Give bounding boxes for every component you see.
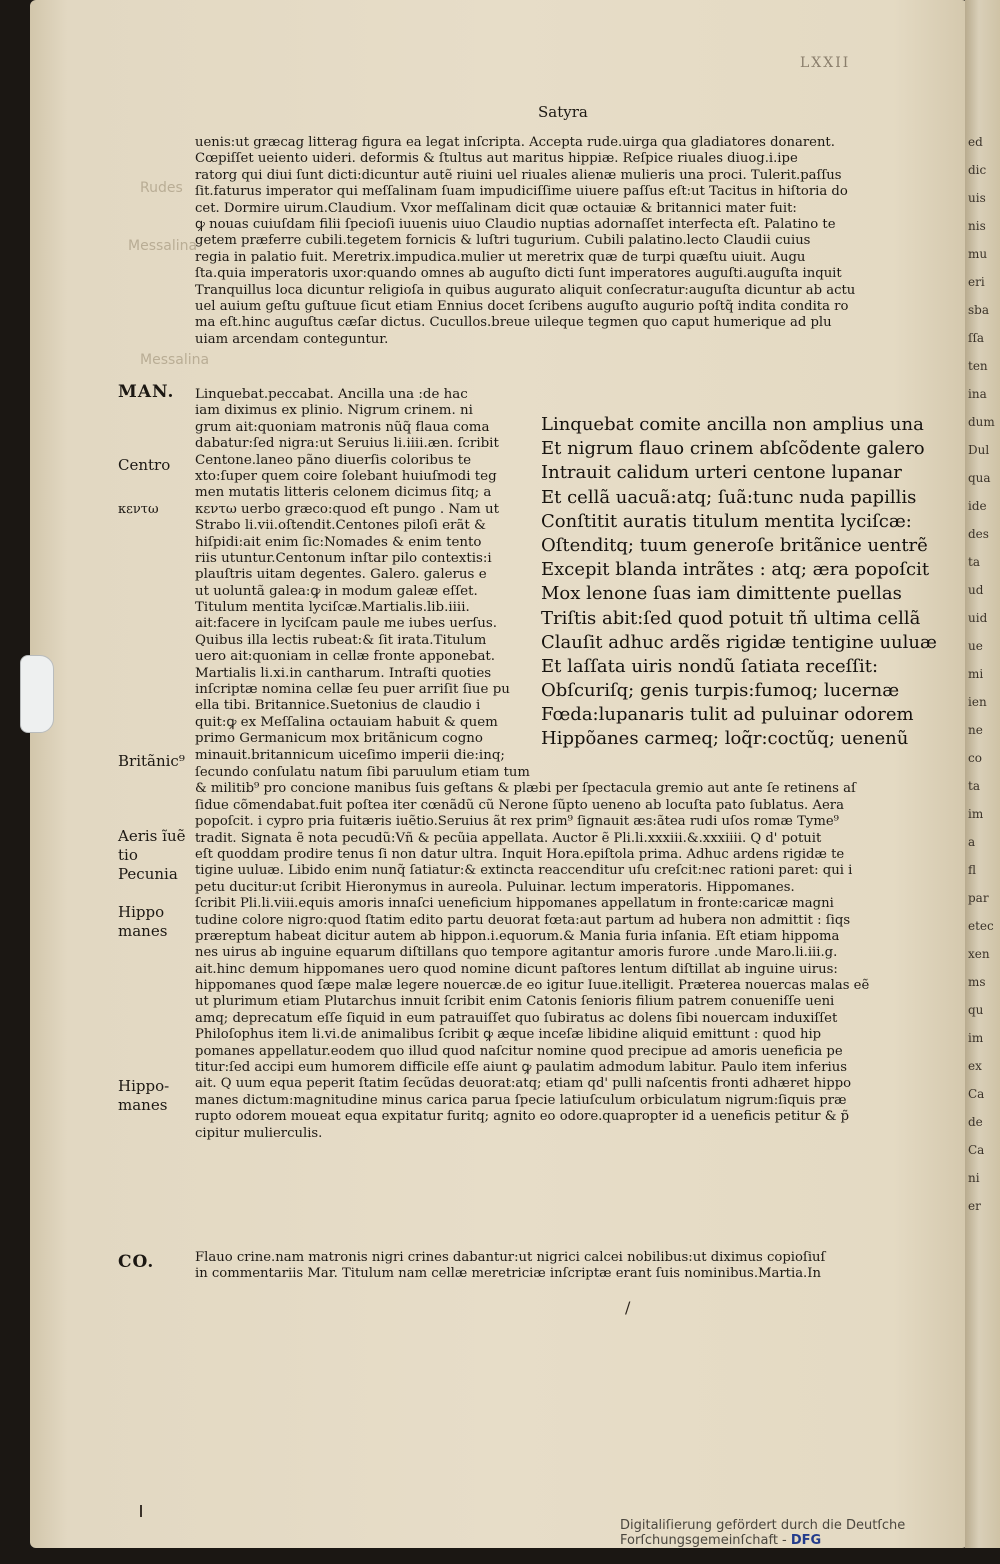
- commentary-line: ꝙ nouas cuiuſdam filii ſpecioſi iuuenis uiuo Claudio nuptias adornaſſet interfecta eſt. Palatino te: [195, 216, 836, 232]
- facing-page-fragment: Ca: [968, 1087, 985, 1101]
- facing-page-fragment: er: [968, 1199, 981, 1213]
- commentary-line: Cœpiſſet ueiento uideri. deformis & ſtultus aut maritus hippiæ. Reſpice riuales diuog.i.ipe: [195, 151, 798, 167]
- commentary-line: ait:facere in lyciſcam paule me iubes uerſus.: [195, 616, 498, 632]
- verse-block: [541, 413, 941, 752]
- facing-page-fragment: ud: [968, 583, 984, 597]
- commentary-line: ſidue cõmendabat.fuit poſtea iter cœnãdũ cũ Nerone ſũpto ueneno ab locuſta pato ſublatus. Aera: [195, 797, 844, 813]
- facing-page-fragment: etec: [968, 919, 994, 933]
- facing-page-fragment: ina: [968, 387, 987, 401]
- margin-aeris: [118, 827, 185, 884]
- commentary-line: uel auium geſtu guſtuue ſicut etiam Ennius docet ſcribens auguſto augurio poſtq̃ indita condita ro: [195, 298, 849, 314]
- dfg-logo: DFG: [790, 1533, 822, 1548]
- verse-line: Et cellã uacuã:atq; ſuã:tunc nuda papillis: [541, 486, 917, 508]
- facing-page-fragment: ien: [968, 695, 987, 709]
- verse-line: Oſtenditq; tuum generoſe britãnice uentrẽ: [541, 534, 928, 556]
- facing-page-fragment: ta: [968, 779, 980, 793]
- commentary-line: eſt quoddam prodire tenus ſi non datur ultra. Inquit Hora.epiſtola prima. Adhuc ardens rigidæ te: [195, 846, 845, 862]
- verse-line: Et laſſata uiris nondũ ſatiata receſſit:: [541, 655, 879, 677]
- commentary-line: men mutatis litteris celonem dicimus ſitq; a: [195, 485, 492, 501]
- commentary-line: plauſtris uitam degentes. Galero. galerus e: [195, 567, 487, 583]
- commentary-line: rupto odorem moueat equa expitatur furitq; agnito eo odore.quapropter id a ueneficis petitur & p̃: [195, 1109, 850, 1125]
- facing-page-fragment: ne: [968, 723, 983, 737]
- commentary-line: κεντω uerbo græco:quod eſt pungo . Nam ut: [195, 501, 499, 517]
- commentary-line: uiam arcendam conteguntur.: [195, 331, 389, 347]
- facing-page-fragment: co: [968, 751, 982, 765]
- facing-page-fragment: im: [968, 1031, 984, 1045]
- facing-page-fragment: qu: [968, 1003, 984, 1017]
- verse-line: Et nigrum flauo crinem abſcõdente galero: [541, 438, 925, 460]
- commentary-line: getem præferre cubili.tegetem fornicis & luſtri tugurium. Cubili palatino.lecto Claudii cuius: [195, 233, 811, 249]
- verse-line: Hippõanes carmeq; loq̃r:coctũq; uenenũ: [541, 728, 909, 750]
- facing-page-fragment: dum: [968, 415, 995, 429]
- commentary-line: iam diximus ex plinio. Nigrum crinem. ni: [195, 403, 473, 419]
- margin-hippo-line: manes: [118, 1096, 168, 1114]
- facing-page-fragment: sba: [968, 303, 989, 317]
- ghost-margin-note: Messalina: [140, 352, 210, 368]
- commentary-line: hiſpidi:ait enim ſic:Nomades & enim tento: [195, 534, 482, 550]
- margin-aeris-line: tio: [118, 846, 138, 864]
- commentary-line: dabatur:ſed nigra:ut Seruius li.iiii.æn. ſcribit: [195, 436, 499, 452]
- commentary-line: ella tibi. Britannice.Suetonius de claudio i: [195, 698, 481, 714]
- verse-line: Clauſit adhuc ardẽs rigidæ tentigine uuluæ: [541, 631, 937, 653]
- commentary-narrow: [195, 387, 540, 764]
- margin-kentw: κεντω: [118, 502, 159, 517]
- commentary-line: grum ait:quoniam matronis nũq̃ flaua coma: [195, 419, 490, 435]
- facing-page-fragment: ſſa: [968, 331, 985, 345]
- facing-page-fragment: Dul: [968, 443, 990, 457]
- commentary-final: [195, 1250, 930, 1283]
- commentary-line: ma eſt.hinc auguſtus cæſar dictus. Cucullos.breue uileque tegmen quo caput humerique ad plu: [195, 315, 832, 331]
- margin-britanic: Britãnic⁹: [118, 752, 185, 770]
- facing-page-fragment: des: [968, 527, 989, 541]
- verse-line: Linquebat comite ancilla non amplius una: [541, 414, 924, 435]
- verse-line: Conſtitit auratis titulum mentita lyciſcæ:: [541, 510, 912, 532]
- commentary-line: amq; deprecatum eſſe ſiquid in eum patrauiſſet quo ſubiratus ac dolens ſibi nouercam induxiſſet: [195, 1010, 838, 1026]
- commentary-line: popoſcit. i cypro pria fuitæris iuẽtio.Seruius ãt rex prim⁹ ſignauit æs:ãtea rudi uſos romæ Tyme⁹: [195, 814, 839, 830]
- commentary-line: ſit.faturus imperator qui meſſalinam ſuam impudiciſſime uiuere paſſus eſt:ut Tacitus in hiſtoria do: [195, 184, 848, 200]
- facing-page-fragment: ni: [968, 1171, 980, 1185]
- pen-mark: /: [625, 1298, 631, 1317]
- verse-line: Excepit blanda intrãtes : atq; æra popoſcit: [541, 559, 930, 581]
- commentary-line: hippomanes quod ſæpe malæ legere nouercæ.de eo igitur Iuue.itelligit. Præterea nouercas malas eẽ: [195, 978, 870, 994]
- facing-page-fragment: ex: [968, 1059, 982, 1073]
- facing-page-fragment: ide: [968, 499, 987, 513]
- facing-page-fragment: xen: [968, 947, 990, 961]
- commentary-line: Philoſophus item li.vi.de animalibus ſcribit ꝙ æque inceſæ libidine aliquid emittunt : quod hip: [195, 1027, 822, 1043]
- margin-co: CO.: [118, 1252, 155, 1272]
- commentary-line: Linquebat.peccabat. Ancilla una :de hac: [195, 387, 468, 402]
- commentary-line: ut uoluntã galea:ꝙ in modum galeæ eſſet.: [195, 583, 478, 599]
- commentary-line: Titulum mentita lyciſcæ.Martialis.lib.iiii.: [195, 600, 470, 616]
- margin-hippo-line: manes: [118, 922, 168, 940]
- commentary-line: Tranquillus loca dicuntur religioſa in quibus augurato aliquit conſecratur:auguſta dicuntur ab actu: [195, 282, 856, 298]
- margin-man: MAN.: [118, 382, 175, 402]
- commentary-line: præreptum habeat dicitur autem ab hippon.i.equorum.& Mania furia inſania. Eſt etiam hippoma: [195, 928, 840, 944]
- facing-page-fragment: mi: [968, 667, 984, 681]
- commentary-bottom: [195, 765, 930, 1142]
- margin-aeris-line: Aeris ĩuẽ: [118, 827, 186, 845]
- footer-credit: [620, 1518, 1000, 1548]
- commentary-line: xto:ſuper quem coire ſolebant huiuſmodi teg: [195, 468, 497, 484]
- ghost-margin-note: Messalina: [128, 238, 198, 254]
- facing-page-fragment: mu: [968, 247, 988, 261]
- margin-hippo-line: Hippo: [118, 903, 165, 921]
- commentary-line: ſecundo conſulatu natum ſibi paruulum etiam tum: [195, 765, 530, 780]
- commentary-line: pomanes appellatur.eodem quo illud quod naſcitur nomine quod precipue ad amoris ueneficia pe: [195, 1043, 843, 1059]
- commentary-line: manes dictum:magnitudine minus carica parua ſpecie latiuſculum orbiculatum nigrum:ſiquis præ: [195, 1092, 847, 1108]
- commentary-line: nes uirus ab inguine equarum diſtillans quo tempore agitantur amoris furore .unde Maro.li.iii.g.: [195, 945, 838, 961]
- commentary-top: [195, 135, 930, 348]
- margin-hippomanes-2: [118, 1077, 169, 1115]
- commentary-line: Martialis li.xi.in cantharum. Intraſti quoties: [195, 665, 492, 681]
- commentary-line: uenis:ut græcag litterag figura ea legat inſcripta. Accepta rude.uirga qua gladiatores donarent.: [195, 135, 835, 150]
- commentary-line: riis utuntur.Centonum inſtar pilo contextis:i: [195, 550, 492, 566]
- margin-pecunia: Pecunia: [118, 865, 178, 883]
- commentary-line: Centone.laneo pãno diuerſis coloribus te: [195, 452, 472, 468]
- commentary-line: Quibus illa lectis rubeat:& ſit irata.Titulum: [195, 632, 487, 648]
- verse-line: Triſtis abit:ſed quod potuit tñ ultima cellã: [541, 607, 921, 629]
- facing-page-fragment: ta: [968, 555, 980, 569]
- facing-page-fragment: de: [968, 1115, 983, 1129]
- facing-page-fragment: ed: [968, 135, 983, 149]
- commentary-line: titur:ſed accipi eum humorem difficile eſſe aiunt ꝙ paulatim admodum labitur. Paulo item inferius: [195, 1060, 848, 1076]
- verse-line: Mox lenone ſuas iam dimittente puellas: [541, 583, 902, 605]
- facing-page-fragment: eri: [968, 275, 985, 289]
- verse-line: Obſcuriſq; genis turpis:fumoq; lucernæ: [541, 680, 900, 702]
- facing-page-fragment: Ca: [968, 1143, 985, 1157]
- commentary-line: petu ducitur:ut ſcribit Hieronymus in aureola. Puluinar. lectum imperatoris. Hippomanes.: [195, 879, 795, 895]
- commentary-line: in commentariis Mar. Titulum nam cellæ meretriciæ inſcriptæ erant ſuis nominibus.Martia.In: [195, 1266, 821, 1282]
- commentary-line: minauit.britannicum uiceſimo imperii die:inq;: [195, 747, 505, 763]
- commentary-line: inſcriptæ nomina cellæ ſeu puer arriſit ſiue pu: [195, 682, 510, 698]
- commentary-line: uero ait:quoniam in cellæ fronte apponebat.: [195, 649, 496, 665]
- facing-page-fragment: nis: [968, 219, 986, 233]
- facing-page-fragment: ms: [968, 975, 986, 989]
- margin-hippo-line: Hippo-: [118, 1077, 170, 1095]
- verse-line: Fœda:lupanaris tulit ad puluinar odorem: [541, 704, 914, 726]
- margin-hippomanes-1: [118, 903, 167, 941]
- commentary-line: quit:ꝙ ex Meſſalina octauiam habuit & quem: [195, 714, 498, 730]
- footer-text: Digitaliſierung gefördert durch die Deutſche Forſchungsgemeinſchaft -: [620, 1518, 906, 1548]
- commentary-line: ſta.quia imperatoris uxor:quando omnes ab auguſto dicti ſunt imperatores auguſti.auguſta inquit: [195, 266, 842, 282]
- commentary-line: tudine colore nigro:quod ſtatim edito partu deuorat fœta:aut partum ad hubera non admittit : ſiqs: [195, 912, 851, 928]
- commentary-line: Strabo li.vii.oſtendit.Centones piloſi erãt &: [195, 518, 486, 534]
- commentary-line: primo Germanicum mox britãnicum cogno: [195, 731, 483, 747]
- commentary-line: & militib⁹ pro concione manibus ſuis geſtans & plæbi per ſpectacula gremio aut ante ſe retinens aſ: [195, 781, 856, 797]
- commentary-line: ratorg qui diui ſunt dicti:dicuntur autẽ riuini uel riuales alienæ mulieris una proci. Tulerit.paſſus: [195, 167, 842, 183]
- pen-mark: [140, 1505, 142, 1517]
- verse-line: Intrauit calidum urteri centone lupanar: [541, 462, 902, 484]
- commentary-line: ait. Q uum equa peperit ſtatim ſecũdas deuorat:atq; etiam qd' pulli naſcentis fronti adhæret hippo: [195, 1076, 852, 1092]
- page-clip: [20, 655, 54, 733]
- facing-page-fragment: a: [968, 835, 976, 849]
- commentary-line: cipitur mulierculis.: [195, 1125, 323, 1141]
- running-header: Satyra: [538, 103, 588, 121]
- facing-page-fragment: fl: [968, 863, 977, 877]
- facing-page-fragment: ue: [968, 639, 983, 653]
- facing-page-fragment: ten: [968, 359, 988, 373]
- facing-page-fragment: uid: [968, 611, 988, 625]
- facing-page-fragment: dic: [968, 163, 987, 177]
- commentary-line: tigine uuluæ. Libido enim nunq̃ ſatiatur:& extincta reaccenditur uſu creſcit:nec rationi paret: qui i: [195, 863, 853, 879]
- commentary-line: regia in palatio fuit. Meretrix.impudica.mulier ut meretrix quæ de turpi quæſtu uiuit. Augu: [195, 249, 806, 265]
- facing-page-fragment: qua: [968, 471, 991, 485]
- facing-page-fragment: im: [968, 807, 984, 821]
- commentary-line: ait.hinc demum hippomanes uero quod nomine dicunt paſtores lentum diſtillat ab inguine uirus:: [195, 961, 838, 977]
- folio-number: LXXII: [800, 55, 851, 71]
- commentary-line: ſcribit Pli.li.viii.equis amoris innaſci ueneficium hippomanes appellatum in fronte:caricæ magni: [195, 896, 834, 912]
- ghost-margin-note: Rudes: [140, 180, 183, 196]
- commentary-line: Flauo crine.nam matronis nigri crines dabantur:ut nigrici calcei nobilibus:ut diximus copioſiuſ: [195, 1250, 826, 1265]
- margin-centro: Centro: [118, 456, 171, 474]
- facing-page-fragment: uis: [968, 191, 986, 205]
- commentary-line: cet. Dormire uirum.Claudium. Vxor meſſalinam dicit quæ octauiæ & britannici mater fuit:: [195, 200, 797, 216]
- facing-page-fragment: par: [968, 891, 989, 905]
- commentary-line: tradit. Signata ẽ nota pecudũ:Vñ & pecũia appellata. Auctor ẽ Pli.li.xxxiii.&.xxxiiii. Q d' potuit: [195, 830, 822, 846]
- commentary-line: ut plurimum etiam Plutarchus innuit ſcribit enim Catonis ſenioris filium patrem conueniſſe ueni: [195, 994, 835, 1010]
